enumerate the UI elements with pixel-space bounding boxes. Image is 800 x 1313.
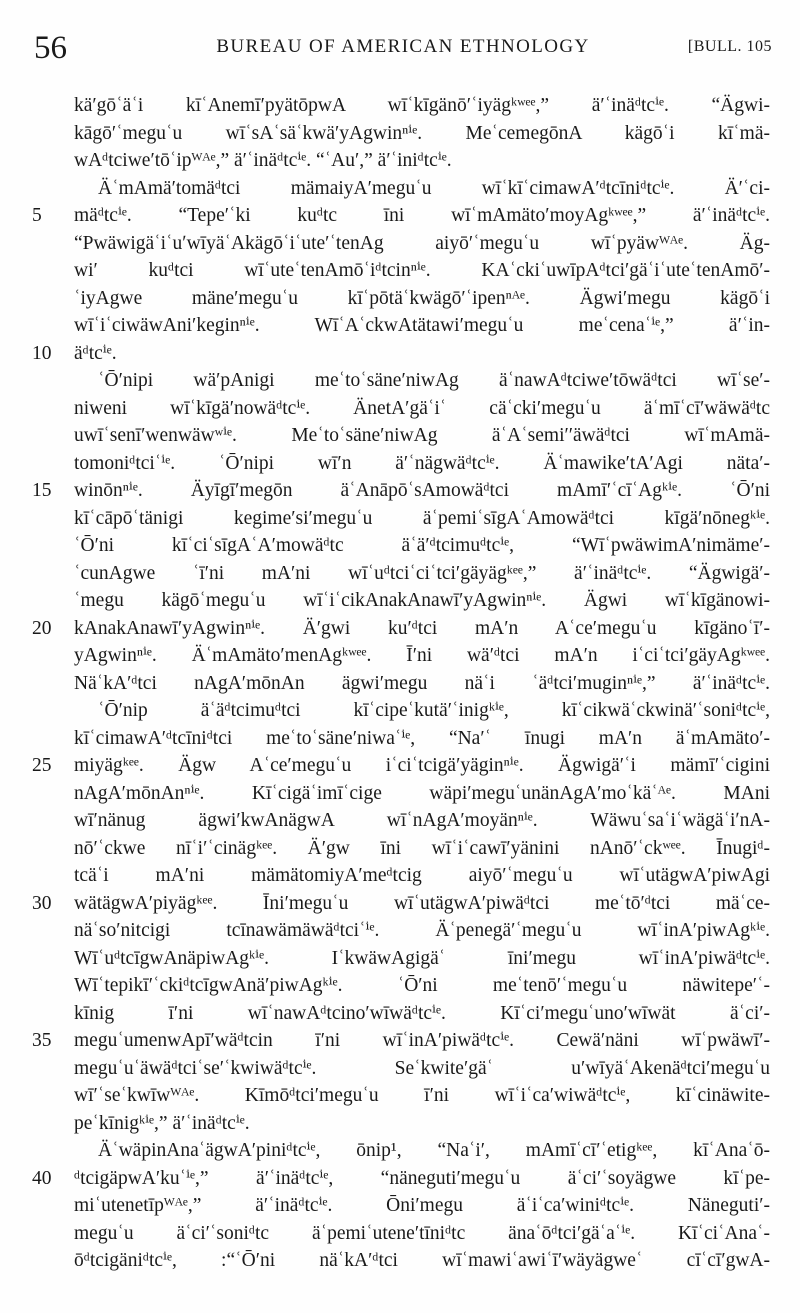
text-line: meguʿuʿäwäᵈtciʿse′ʿkwiwäᵈtcⁱᵉ. Seʿkwite′gäʿ u′wīyäʿAkenäᵈtci′meguʿu: [74, 1057, 770, 1079]
line-number: 5: [32, 205, 42, 226]
text-line: kīʿcāpōʿtänigi kegime′si′meguʿu äʿpemiʿsīgAʿAmowäᵈtci kīgä′nōnegᵏⁱᵉ.: [74, 507, 770, 529]
text-line: “PwäwigäʿiʿuʹwīyäʿAkägōʿiʿute′ʿtenAg aiyō′ʿmeguʿu wīʿpyäwᵂᴬᵉ. Äg-: [74, 232, 770, 254]
text-line: mäᵈtcⁱᵉ. “Tepe′ʿki kuᵈtc īni wīʿmAmäto′moyAgᵏʷᵉᵉ,” ä′ʿinäᵈtcⁱᵉ.: [74, 205, 770, 226]
text-line: NäʿkA′ᵈtci nAgA′mōnAn ägwi′megu näʿi ʿäᵈtci′muginⁿⁱᵉ,” ä′ʿinäᵈtcⁱᵉ.: [74, 672, 770, 694]
text-line: meguʿumenwApī′wäᵈtcin ī′ni wīʿinA′piwäᵈtcⁱᵉ. Cewä′näni wīʿpwäwī′-: [74, 1030, 770, 1051]
line-number: 30: [32, 892, 52, 914]
text-line: äᵈtcⁱᵉ.: [74, 342, 117, 364]
text-line: wätägwA′piyägᵏᵉᵉ. Īni′meguʿu wīʿutägwA′piwäᵈtci meʿtō′ᵈtci mäʿce-: [74, 892, 770, 914]
text-line: ʿmegu kägōʿmeguʿu wīʿiʿcikAnakAnawī′yAgwinⁿⁱᵉ. Ägwi wīʿkīgänowi-: [74, 590, 770, 611]
text-line: ʿŌ′ni kīʿciʿsīgAʿA′mowäᵈtc äʿä′ᵈtcimuᵈtcⁱᵉ, “WīʿpwäwimA′nimäme′-: [74, 535, 770, 556]
text-line: winōnⁿⁱᵉ. Äyīgī′megōn äʿAnāpōʿsAmowäᵈtci mAmī′ʿcīʿAgᵏⁱᵉ. ʿŌ′ni: [74, 480, 770, 501]
text-line: kAnakAnawī′yAgwinⁿⁱᵉ. Ä′gwi ku′ᵈtci mA′n Aʿce′meguʿu kīgänoʿī′-: [74, 617, 770, 639]
text-line: niweni wīʿkīgä′nowäᵈtcⁱᵉ. ÄnetA′gäʿiʿ cäʿcki′meguʿu äʿmīʿcī′wäwäᵈtc: [74, 397, 770, 419]
text-line: kīʿcimawA′ᵈtcīniᵈtci meʿtoʿsäne′niwaʿⁱᵉ, “Na′ʿ īnugi mA′n äʿmAmäto′-: [74, 727, 770, 749]
text-line: ʿcunAgwe ʿī′ni mA′ni wīʿuᵈtciʿciʿtci′gäyägᵏᵉᵉ,” ä′ʿinäᵈtcⁱᵉ. “Ägwigä′-: [74, 562, 770, 584]
text-line: ÄʿmAmä′tomäᵈtci mämaiyA′meguʿu wīʿkīʿcimawA′ᵈtcīniᵈtcⁱᵉ. Ä′ʿci-: [98, 177, 770, 199]
line-number: 15: [32, 480, 52, 501]
text-line: nō′ʿckwe nīʿi′ʿcinägᵏᵉᵉ. Ä′gw īni wīʿiʿcawī′yänini nAnō′ʿckʷᵉᵉ. Īnugiᵈ-: [74, 837, 770, 859]
text-line: miʿutenetīpᵂᴬᵉ,” ä′ʿinäᵈtcⁱᵉ. Ōni′megu äʿiʿca′winiᵈtcⁱᵉ. Näneguti′-: [74, 1195, 770, 1216]
text-line: miyägᵏᵉᵉ. Ägw Aʿce′meguʿu iʿciʿtcigä′yäginⁿⁱᵉ. Ägwigä′ʿi mämī′ʿcigini: [74, 755, 770, 776]
text-line: wi′ kuᵈtci wīʿuteʿtenAmōʿiᵈtcinⁿⁱᵉ. KAʿckiʿuwīpAᵈtci′gäʿiʿuteʿtenAmō′-: [74, 260, 770, 281]
page-header: [34, 30, 772, 74]
text-line: nAgA′mōnAnⁿⁱᵉ. Kīʿcigäʿimīʿcige wäpi′meguʿunänAgA′moʿkäʿᴬᵉ. MAni: [74, 782, 770, 804]
text-line: peʿkīnigᵏⁱᵉ,” ä′ʿinäᵈtcⁱᵉ.: [74, 1112, 250, 1134]
text-line: tcäʿi mA′ni mämätomiyA′meᵈtcig aiyō′ʿmeguʿu wīʿutägwA′piwAgi: [74, 865, 770, 886]
line-number: 20: [32, 617, 52, 639]
text-line: tomoniᵈtciʿⁱᵉ. ʿŌ′nipi wī′n ä′ʿnägwäᵈtcⁱᵉ. Äʿmawike′tA′Agi näta′-: [74, 452, 770, 474]
text-line: wīʿiʿciwäwAni′keginⁿⁱᵉ. WīʿAʿckwAtätawi′meguʿu meʿcenaʿⁱᵉ,” ä′ʿin-: [74, 315, 770, 336]
line-number: 35: [32, 1030, 52, 1051]
line-number: 40: [32, 1167, 52, 1189]
text-line: uwīʿsenī′wenwäwʷⁱᵉ. Meʿtoʿsäne′niwAg äʿAʿsemi′′äwäᵈtci wīʿmAmä-: [74, 425, 770, 446]
text-line: wī′nänug ägwi′kwAnägwA wīʿnAgA′moyänⁿⁱᵉ. WäwuʿsaʿiʿwägäʿiʹnA-: [74, 810, 770, 831]
page-number: 56: [34, 30, 67, 66]
text-line: wAᵈtciwe′tōʿipᵂᴬᵉ,” ä′ʿinäᵈtcⁱᵉ. “ʿAu′,” ä′ʿiniᵈtcⁱᵉ.: [74, 150, 452, 171]
line-number: 25: [32, 755, 52, 776]
text-line: ÄʿwäpinAnaʿägwA′piniᵈtcⁱᵉ, ōnip¹, “Naʿi′, mAmīʿcī′ʿetigᵏᵉᵉ, kīʿAnaʿō-: [98, 1140, 770, 1161]
text-line: kāgō′ʿmeguʿu wīʿsAʿsäʿkwä′yAgwinⁿⁱᵉ. MeʿcemegōnA kägōʿi kīʿmä-: [74, 122, 770, 144]
text-line: ʿiyAgwe mäne′meguʿu kīʿpōtäʿkwägō′ʿipenⁿᴬᵉ. Ägwi′megu kägōʿi: [74, 287, 770, 309]
text-line: WīʿuᵈtcīgwAnäpiwAgᵏⁱᵉ. IʿkwäwAgigäʿ īni′megu wīʿinA′piwäᵈtcⁱᵉ.: [74, 947, 770, 969]
text-line: näʿso′nitcigi tcīnawämäwäᵈtciʿⁱᵉ. Äʿpenegä′ʿmeguʿu wīʿinA′piwAgᵏⁱᵉ.: [74, 920, 770, 941]
line-number: 10: [32, 342, 52, 364]
text-line: ōᵈtcigäniᵈtcⁱᵉ, :“ʿŌ′ni näʿkA′ᵈtci wīʿmawiʿawiʿī′wäyägweʿ cīʿcī′gwA-: [74, 1250, 770, 1271]
text-line: yAgwinⁿⁱᵉ. ÄʿmAmäto′menAgᵏʷᵉᵉ. Ī′ni wä′ᵈtci mA′n iʿciʿtci′gäyAgᵏʷᵉᵉ.: [74, 645, 770, 666]
text-line: wī′ʿseʿkwīwᵂᴬᵉ. Kīmōᵈtci′meguʿu ī′ni wīʿiʿca′wiwäᵈtcⁱᵉ, kīʿcinäwite-: [74, 1085, 770, 1106]
text-line: kä′gōʿäʿi kīʿAnemī′pyätōpwA wīʿkīgänō′ʿiyägᵏʷᵉᵉ,” ä′ʿinäᵈtcⁱᵉ. “Ägwi-: [74, 95, 770, 116]
text-line: Wīʿtepikī′ʿckiᵈtcīgwAnä′piwAgᵏⁱᵉ. ʿŌ′ni meʿtenō′ʿmeguʿu näwitepe′ʿ-: [74, 975, 770, 996]
bulletin-label: [BULL. 105: [687, 38, 772, 55]
text-line: kīnig ī′ni wīʿnawAᵈtcino′wīwäᵈtcⁱᵉ. Kīʿci′meguʿuno′wīwät äʿci′-: [74, 1002, 770, 1024]
text-line: ʿŌ′nip äʿäᵈtcimuᵈtci kīʿcipeʿkutä′ʿinigᵏⁱᵉ, kīʿcikwäʿckwinä′ʿsoniᵈtcⁱᵉ,: [98, 700, 770, 721]
text-line: ᵈtcigäpwA′kuʿⁱᵉ,” ä′ʿinäᵈtcⁱᵉ, “näneguti′meguʿu äʿci′ʿsoyägwe kīʿpe-: [74, 1167, 770, 1189]
text-line: ʿŌ′nipi wä′pAnigi meʿtoʿsäne′niwAg äʿnawAᵈtciwe′tōwäᵈtci wīʿse′-: [98, 370, 770, 391]
running-head: BUREAU OF AMERICAN ETHNOLOGY: [216, 36, 590, 57]
text-line: meguʿu äʿci′ʿsoniᵈtc äʿpemiʿutene′tīniᵈtc änaʿōᵈtci′gäʿaʿⁱᵉ. KīʿciʿAnaʿ-: [74, 1222, 770, 1244]
